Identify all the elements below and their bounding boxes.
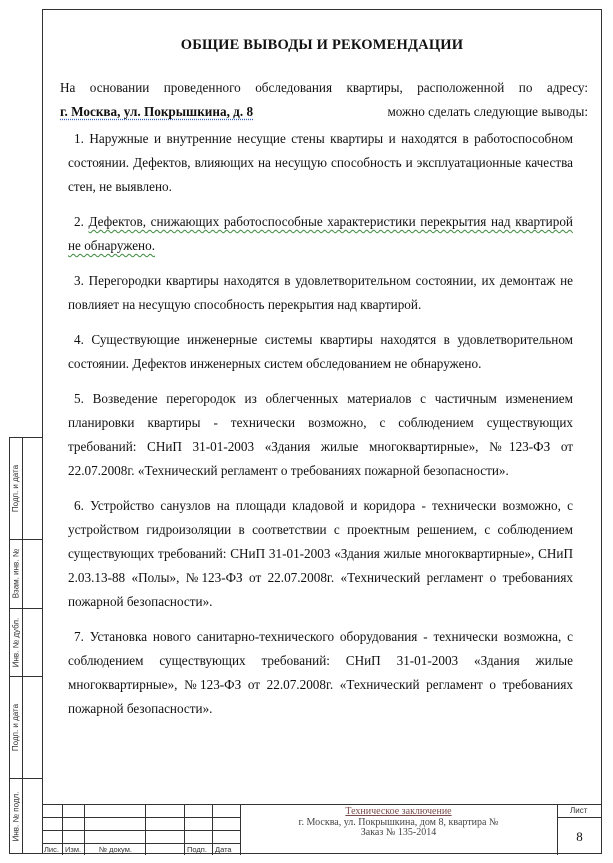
conclusion-item: 1. Наружные и внутренние несущие стены квартиры и находятся в работоспособном состоянии. Дефектов, влияющих на несущую способность и эксплуатационные качества стен, не выявлено. [68,131,574,194]
side-label-orig-inv: Инв. № подл. [11,791,20,841]
stamp-line-report: Техническое заключение [345,806,452,817]
stamp-col-docnum: № докум. [99,845,132,854]
side-label-sign-date-1: Подп. и дата [11,464,20,512]
stamp-col-change: Изм. [65,845,82,854]
side-label-dup-inv: Инв. № дубл. [11,617,21,667]
conclusion-item: 6. Устройство санузлов на площади кладовой и коридора - технически возможно, с устройством гидроизоляции в соответствии с проектным решением, с соблюдением существующих требований: СНиП 31-01-2003 «Здания жилые многоквартирные», СНиП 2.03.13-88 «Полы», №123-ФЗ от 22.07.2008г. «Технический регламент о требованиях пожарной безопасности». [68,498,574,609]
conclusions-list [68,127,573,732]
address-text: г. Москва, ул. Покрышкина, д. 8 [60,104,254,119]
side-label-replace-inv: Взам. инв. № [11,548,20,599]
title-block [42,804,602,854]
stamp-description [240,807,557,839]
document-title: ОБЩИЕ ВЫВОДЫ И РЕКОМЕНДАЦИИ [180,37,464,53]
conclusion-item: 7. Установка нового санитарно-технического оборудования - технически возможна, с соблюдением существующих требований: СНиП 31-01-2003 «Здания жилые многоквартирные», №123-ФЗ от 22.07.2008г. «Технический регламент о требованиях пожарной безопасности». [68,629,573,716]
stamp-col-sheet: Лис. [44,845,59,854]
page-number: 8 [576,829,583,844]
conclusion-item: 3. Перегородки квартиры находятся в удовлетворительном состоянии, их демонтаж не повлияет на несущую способность перекрытия над квартирой. [68,273,574,312]
intro-paragraph [60,76,588,124]
conclusion-item: 5. Возведение перегородок из облегченных материалов с частичным изменением планировки квартиры - технически возможно, с соблюдением существующих требований: СНиП 31-01-2003 «Здания жилые многоквартирные», №123-ФЗ от 22.07.2008г. «Технический регламент о требованиях пожарной безопасности». [68,391,574,478]
conclusion-item: 2. Дефектов, снижающих работоспособные характеристики перекрытия над квартирой не обнаружено. [68,214,573,253]
intro-tail: можно сделать следующие выводы: [387,104,588,119]
stamp-col-date: Дата [215,845,232,854]
stamp-col-sign: Подп. [187,845,207,854]
stamp-line-order: Заказ № 135-2014 [360,827,437,838]
side-label-sign-date-2: Подп. и дата [11,703,20,751]
intro-line: На основании проведенного обследования квартиры, расположенной по адресу: [60,80,588,95]
stamp-line-address: г. Москва, ул. Покрышкина, дом 8, квартира № [298,816,499,828]
conclusion-item: 4. Существующие инженерные системы квартиры находятся в удовлетворительном состоянии. Дефектов инженерных систем обследованием не обнаружено. [68,332,574,371]
stamp-sheet-label: Лист [570,806,588,815]
